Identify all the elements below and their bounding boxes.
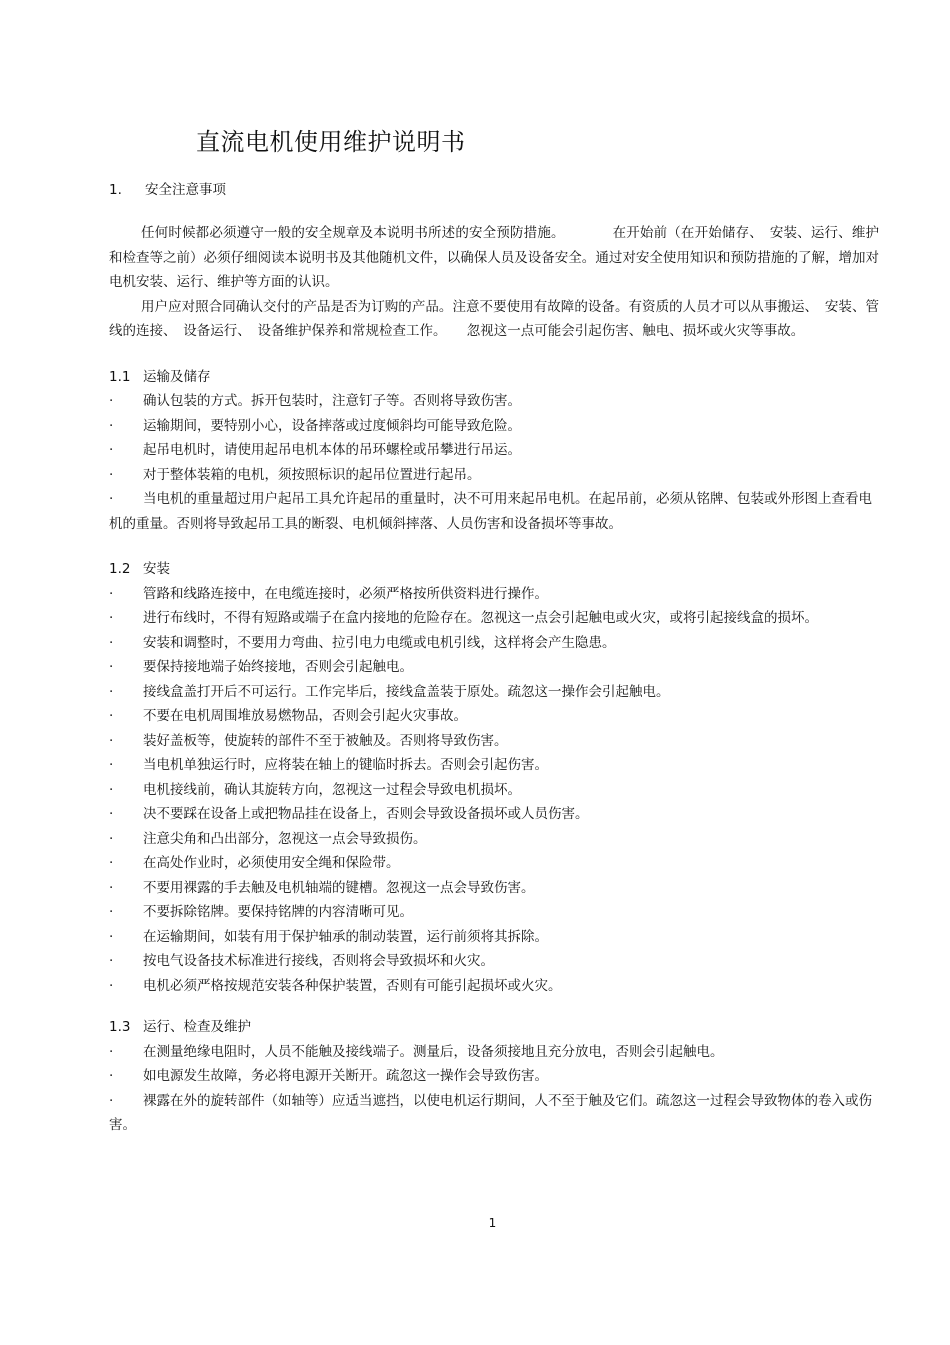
list-item-text: 在运输期间，如装有用于保护轴承的制动装置，运行前须将其拆除。 (143, 928, 548, 945)
list-item-text: 电机接线前，确认其旋转方向，忽视这一过程会导致电机损坏。 (143, 781, 521, 798)
bullet: · (109, 659, 114, 675)
list-item-text: 决不要踩在设备上或把物品挂在设备上，否则会导致设备损坏或人员伤害。 (143, 806, 589, 822)
list-item-text: 运输期间，要特别小心，设备摔落或过度倾斜均可能导致危险。 (143, 417, 521, 434)
list-item (109, 704, 879, 729)
list-item-text: 进行布线时，不得有短路或端子在盒内接地的危险存在。忽视这一点会引起触电或火灾，或将引起接线盒的损坏。 (143, 610, 818, 626)
intro-paragraph: 任何时候都必须遵守一般的安全规章及本说明书所述的安全预防措施。 在开始前（在开始储存、 安装、运行、维护和检查等之前）必须仔细阅读本说明书及其他随机文件，以确保人员及设备安全。通过对安全使用知识和预防措施的了解，增加对电机安装、运行、维护等方面的认识。 (109, 225, 879, 290)
bullet: · (109, 830, 114, 847)
section-heading-1-2 (109, 557, 879, 582)
list-item (109, 900, 879, 925)
list-item-text: 对于整体装箱的电机，须按照标识的起吊位置进行起吊。 (143, 466, 481, 483)
list-item-text: 不要用裸露的手去触及电机轴端的键槽。忽视这一点会导致伤害。 (143, 879, 535, 896)
bullet: · (109, 393, 114, 409)
page-number: 1 (488, 1216, 497, 1230)
bullet: · (109, 708, 114, 724)
spacer (109, 998, 879, 1015)
bullet: · (109, 634, 114, 651)
bullet: · (109, 781, 114, 798)
bullet: · (109, 757, 114, 773)
list-item-text: 装好盖板等，使旋转的部件不至于被触及。否则将导致伤害。 (143, 732, 508, 749)
bullet: · (109, 806, 114, 822)
list-item-text: 安装和调整时，不要用力弯曲、拉引电力电缆或电机引线，这样将会产生隐患。 (143, 634, 616, 651)
list-item-text: 要保持接地端子始终接地，否则会引起触电。 (143, 659, 413, 675)
document-body (109, 221, 879, 1138)
list-item (109, 655, 879, 680)
list-item (109, 778, 879, 803)
list-item-text: 接线盒盖打开后不可运行。工作完毕后，接线盒盖装于原处。疏忽这一操作会引起触电。 (143, 683, 670, 700)
list-item (109, 802, 879, 827)
list-item-text: 当电机的重量超过用户起吊工具允许起吊的重量时，决不可用来起吊电机。在起吊前，必须从铭牌、包装或外形图上查看电机的重量。否则将导致起吊工具的断裂、电机倾斜摔落、人员伤害和设备损坏等事故。 (109, 491, 872, 532)
section-label: 安全注意事项 (145, 182, 226, 198)
list-item (109, 414, 879, 439)
list-item (109, 487, 879, 536)
bullet: · (109, 442, 114, 458)
section-label: 运行、检查及维护 (143, 1019, 251, 1035)
bullet: · (109, 855, 114, 871)
list-item-text: 电机必须严格按规范安装各种保护装置，否则有可能引起损坏或火灾。 (143, 977, 562, 994)
section-label: 安装 (143, 561, 170, 577)
bullet: · (109, 904, 114, 920)
list-item (109, 827, 879, 852)
list-item (109, 389, 879, 414)
list-item (109, 1040, 879, 1065)
list-item-text: 按电气设备技术标准进行接线，否则将会导致损坏和火灾。 (143, 953, 494, 969)
bullet: · (109, 585, 114, 602)
section-number: 1.1 (109, 368, 131, 385)
section-heading-1 (109, 178, 226, 198)
intro-paragraph: 用户应对照合同确认交付的产品是否为订购的产品。注意不要使用有故障的设备。有资质的人员才可以从事搬运、 安装、管线的连接、 设备运行、 设备维护保养和常规检查工作。 忽视这一点可能会引起伤害、触电、损坏或火灾等事故。 (109, 298, 879, 339)
list-item (109, 1089, 879, 1138)
section-number: 1.3 (109, 1019, 131, 1035)
list-item (109, 925, 879, 950)
list-item-text: 裸露在外的旋转部件（如轴等）应适当遮挡，以使电机运行期间，人不至于触及它们。疏忽这一过程会导致物体的卷入或伤害。 (109, 1092, 872, 1133)
bullet: · (109, 1092, 114, 1109)
list-item (109, 680, 879, 705)
spacer (109, 344, 879, 365)
list-item (109, 753, 879, 778)
list-item-text: 在测量绝缘电阻时，人员不能触及接线端子。测量后，设备须接地且充分放电，否则会引起触电。 (143, 1043, 724, 1060)
bullet: · (109, 732, 114, 749)
list-item (109, 974, 879, 999)
section-heading-1-1 (109, 365, 879, 390)
bullet: · (109, 1043, 114, 1060)
list-item (109, 949, 879, 974)
list-item-text: 在高处作业时，必须使用安全绳和保险带。 (143, 855, 400, 871)
list-item (109, 631, 879, 656)
list-item-text: 不要拆除铭牌。要保持铭牌的内容清晰可见。 (143, 904, 413, 920)
bullet: · (109, 977, 114, 994)
list-item (109, 1064, 879, 1089)
list-item-text: 起吊电机时，请使用起吊电机本体的吊环螺栓或吊攀进行吊运。 (143, 442, 521, 458)
bullet: · (109, 953, 114, 969)
bullet: · (109, 928, 114, 945)
bullet: · (109, 491, 114, 507)
list-item (109, 463, 879, 488)
spacer (109, 536, 879, 557)
bullet: · (109, 610, 114, 626)
bullet: · (109, 683, 114, 700)
bullet: · (109, 1068, 114, 1084)
list-item-text: 如电源发生故障，务必将电源开关断开。疏忽这一操作会导致伤害。 (143, 1068, 548, 1084)
bullet: · (109, 417, 114, 434)
list-item-text: 注意尖角和凸出部分，忽视这一点会导致损伤。 (143, 830, 427, 847)
bullet: · (109, 879, 114, 896)
list-item-text: 管路和线路连接中，在电缆连接时，必须严格按所供资料进行操作。 (143, 585, 548, 602)
list-item (109, 729, 879, 754)
section-label: 运输及储存 (143, 368, 211, 385)
list-item (109, 606, 879, 631)
list-item-text: 确认包装的方式。拆开包装时，注意钉子等。否则将导致伤害。 (143, 393, 521, 409)
list-item-text: 不要在电机周围堆放易燃物品，否则会引起火灾事故。 (143, 708, 467, 724)
list-item-text: 当电机单独运行时，应将装在轴上的键临时拆去。否则会引起伤害。 (143, 757, 548, 773)
section-number: 1.2 (109, 561, 131, 577)
list-item (109, 582, 879, 607)
section-heading-1-3 (109, 1015, 879, 1040)
section-number: 1. (109, 182, 122, 198)
list-item (109, 876, 879, 901)
bullet: · (109, 466, 114, 483)
list-item (109, 438, 879, 463)
document-title: 直流电机使用维护说明书 (196, 128, 466, 156)
list-item (109, 851, 879, 876)
